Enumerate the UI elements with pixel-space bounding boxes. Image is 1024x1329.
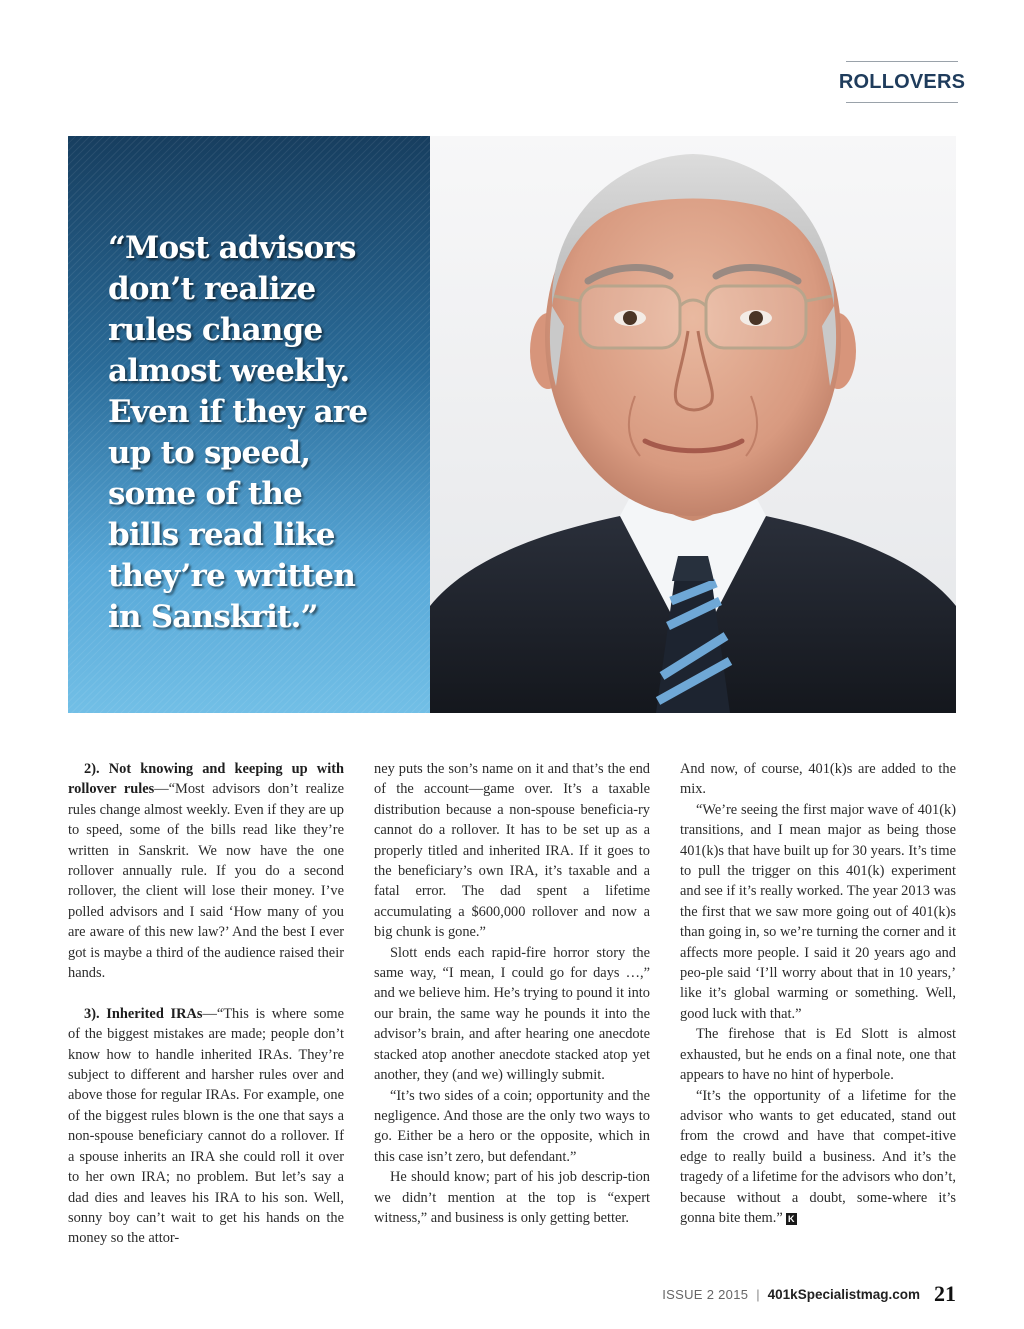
article-paragraph: Slott ends each rapid-fire horror story the same way, “I mean, I could go for days …,” and we believe him. He’s trying to pound it into our brain, the same way he pounds it into the advisor’s brain, and after hearing one anecdote stacked atop another anecdote stacked atop yet another, they (and we) willingly submit. xyxy=(374,944,650,1084)
article-column-1 xyxy=(68,759,344,1259)
article-column-3 xyxy=(680,759,956,1259)
portrait-photo xyxy=(430,136,956,713)
end-mark-icon: K xyxy=(786,1213,797,1225)
article-paragraph: And now, of course, 401(k)s are added to the mix. xyxy=(680,761,956,798)
paragraph-heading: 2). Not knowing and keeping up with rollover rules xyxy=(68,761,344,798)
portrait-illustration xyxy=(430,136,956,713)
footer-separator: | xyxy=(756,1286,760,1302)
article-paragraph: The firehose that is Ed Slott is almost exhausted, but he ends on a final note, one that appears to have no hint of hyperbole. xyxy=(680,1026,956,1084)
pull-quote-panel xyxy=(68,136,430,713)
paragraph-heading: 3). Inherited IRAs xyxy=(84,1005,203,1022)
section-title: ROLLOVERS xyxy=(838,70,966,93)
article-body xyxy=(68,759,956,1259)
pull-quote: “Most advisors don’t realize rules change almost weekly. Even if they are up to speed, some of the bills read like they’re written in Sanskrit.” xyxy=(108,230,368,635)
page-footer xyxy=(662,1280,956,1308)
article-paragraph: 3). Inherited IRAs—“This is where some of the biggest mistakes are made; people don’t know how to handle inherited IRAs. They’re subject to different and harsher rules over and above those for regular IRAs. For example, one of the biggest rules blown is the one that says a non-spouse beneficiary cannot do a rollover. If a spouse inherits an IRA she could roll it over to her own IRA; no problem. But let’s say a dad dies and leaves his IRA to his son. Well, sonny boy can’t wait to get his hands on the money so the attor- xyxy=(68,1005,344,1247)
hero-banner xyxy=(68,136,956,713)
article-paragraph: ney puts the son’s name on it and that’s the end of the account—game over. It’s a taxable distribution because a non-spouse beneficia-ry cannot do a rollover. It has to be set up as a properly titled and inherited IRA. If it goes to the beneficiary’s own IRA, it’s taxable and a fatal error. The dad spent a lifetime accumulating a $600,000 rollover and now a big chunk is gone.” xyxy=(374,761,650,941)
website-link[interactable]: 401kSpecialistmag.com xyxy=(767,1286,920,1302)
article-paragraph: “It’s two sides of a coin; opportunity and the negligence. And those are the only two ways to go. Either be a hero or the opposite, which in this case isn’t zero, but defendant.” xyxy=(374,1087,650,1165)
article-paragraph: 2). Not knowing and keeping up with rollover rules—“Most advisors don’t realize rules change almost weekly. Even if they are up to speed, some of the bills read like they’re written in Sanskrit. We now have the one rollover annually rule. If you do a second rollover, the client will lose their money. I’ve polled advisors and I said ‘How many of you are aware of this new law?’ And the best I ever got is maybe a third of the audience raised their hands. xyxy=(68,761,345,982)
section-header xyxy=(838,61,966,103)
article-paragraph: He should know; part of his job descrip-tion we didn’t mention at the top is “expert witness,” and business is only getting better. xyxy=(374,1169,650,1226)
article-paragraph: “It’s the opportunity of a lifetime for the advisor who wants to get educated, stand out from the crowd and have that compet-itive edge to really build a business. And it’s the tragedy of a lifetime for the advisors who don’t, because without a doubt, some-where it’s gonna bite them.” K xyxy=(680,1087,956,1226)
article-paragraph: “We’re seeing the first major wave of 401(k) transitions, and I mean major as being those 401(k)s that have built up for 30 years. It’s time to pull the trigger on this 401(k) experiment and see if it’s really worked. The year 2013 was the first that we saw more going out of 401(k)s than going in, so we’re turning the corner and it affects more people. I said it 20 years ago and peo-ple said ‘I’ll worry about that in 10 years,’ like it’s global warming or something. Well, good luck with that.” xyxy=(680,801,956,1022)
issue-label: ISSUE 2 2015 xyxy=(662,1286,749,1302)
article-column-2 xyxy=(374,759,650,1259)
page-number: 21 xyxy=(934,1281,956,1306)
